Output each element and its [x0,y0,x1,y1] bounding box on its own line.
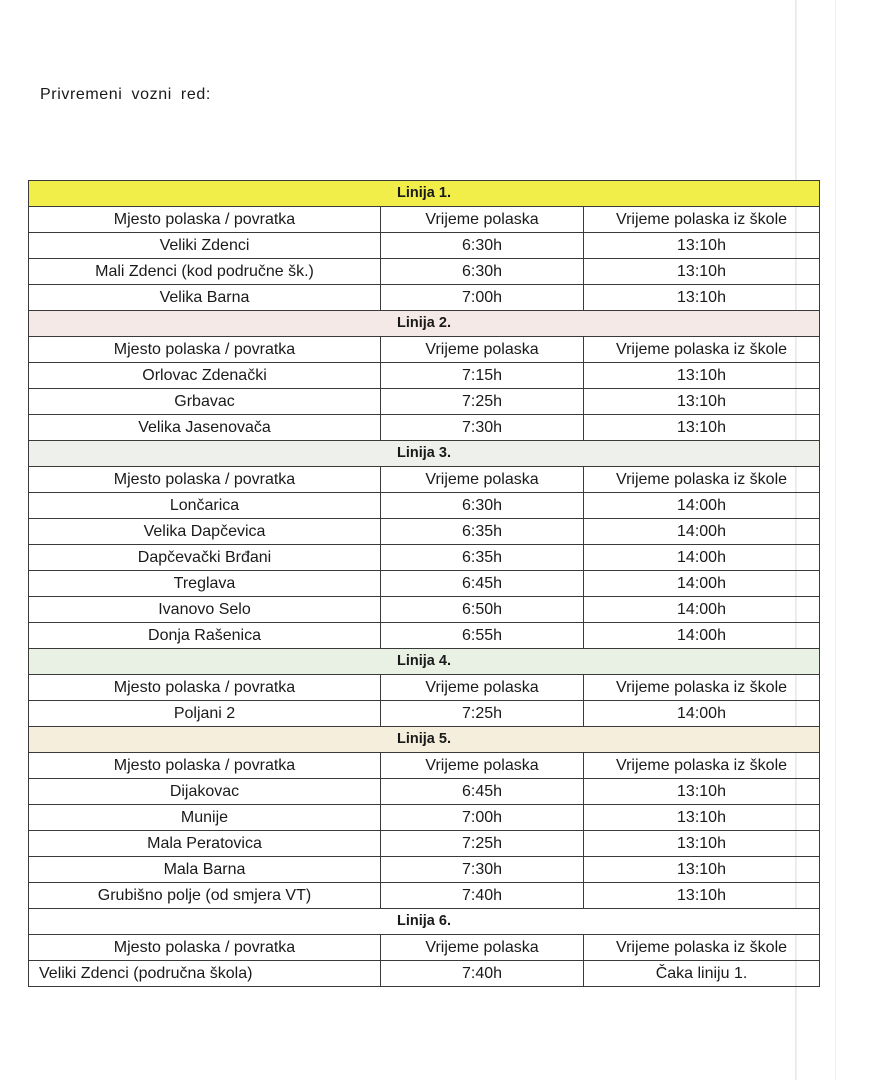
place-cell: Munije [29,805,381,831]
line-heading: Linija 6. [29,909,820,935]
line-heading: Linija 4. [29,649,820,675]
column-header: Mjesto polaska / povratka [29,207,381,233]
departure-cell: 6:45h [381,779,584,805]
column-header-row [29,675,820,701]
departure-cell: 6:45h [381,571,584,597]
line-heading: Linija 1. [29,181,820,207]
table-row [29,857,820,883]
return-cell: 13:10h [584,805,820,831]
return-cell: 13:10h [584,389,820,415]
place-cell: Grubišno polje (od smjera VT) [29,883,381,909]
schedule-body [29,181,820,987]
column-header: Vrijeme polaska [381,337,584,363]
table-row [29,571,820,597]
table-row [29,623,820,649]
table-row [29,701,820,727]
place-cell: Veliki Zdenci [29,233,381,259]
place-cell: Dijakovac [29,779,381,805]
table-row [29,961,820,987]
table-row [29,597,820,623]
table-row [29,545,820,571]
departure-cell: 7:30h [381,415,584,441]
return-cell: 14:00h [584,701,820,727]
return-cell: 14:00h [584,623,820,649]
line-heading-row [29,181,820,207]
table-row [29,389,820,415]
column-header: Vrijeme polaska [381,675,584,701]
return-cell: 13:10h [584,259,820,285]
return-cell: 13:10h [584,233,820,259]
table-row [29,805,820,831]
return-cell: Čaka liniju 1. [584,961,820,987]
return-cell: 13:10h [584,363,820,389]
departure-cell: 6:30h [381,233,584,259]
column-header: Vrijeme polaska iz škole [584,753,820,779]
departure-cell: 7:25h [381,701,584,727]
page-title: Privremeni vozni red: [40,86,211,103]
departure-cell: 7:40h [381,961,584,987]
return-cell: 13:10h [584,779,820,805]
table-row [29,363,820,389]
column-header: Vrijeme polaska [381,467,584,493]
place-cell: Dapčevački Brđani [29,545,381,571]
column-header: Vrijeme polaska iz škole [584,467,820,493]
departure-cell: 7:00h [381,285,584,311]
departure-cell: 7:40h [381,883,584,909]
return-cell: 13:10h [584,831,820,857]
place-cell: Orlovac Zdenački [29,363,381,389]
return-cell: 14:00h [584,519,820,545]
column-header: Mjesto polaska / povratka [29,337,381,363]
return-cell: 13:10h [584,415,820,441]
line-heading: Linija 5. [29,727,820,753]
column-header-row [29,207,820,233]
column-header: Vrijeme polaska iz škole [584,935,820,961]
table-row [29,415,820,441]
column-header: Vrijeme polaska iz škole [584,337,820,363]
table-row [29,259,820,285]
departure-cell: 7:15h [381,363,584,389]
return-cell: 14:00h [584,493,820,519]
column-header: Mjesto polaska / povratka [29,467,381,493]
line-heading: Linija 2. [29,311,820,337]
departure-cell: 7:25h [381,831,584,857]
line-heading-row [29,311,820,337]
departure-cell: 6:55h [381,623,584,649]
line-heading-row [29,727,820,753]
column-header: Mjesto polaska / povratka [29,935,381,961]
return-cell: 13:10h [584,883,820,909]
return-cell: 14:00h [584,571,820,597]
departure-cell: 6:35h [381,519,584,545]
departure-cell: 6:30h [381,493,584,519]
column-header-row [29,935,820,961]
place-cell: Lončarica [29,493,381,519]
place-cell: Mala Barna [29,857,381,883]
place-cell: Mala Peratovica [29,831,381,857]
place-cell: Velika Barna [29,285,381,311]
place-cell: Donja Rašenica [29,623,381,649]
place-cell: Ivanovo Selo [29,597,381,623]
table-row [29,493,820,519]
column-header: Vrijeme polaska [381,207,584,233]
departure-cell: 6:35h [381,545,584,571]
place-cell: Veliki Zdenci (područna škola) [29,961,381,987]
return-cell: 14:00h [584,597,820,623]
departure-cell: 7:00h [381,805,584,831]
table-row [29,883,820,909]
table-row [29,831,820,857]
line-heading-row [29,909,820,935]
departure-cell: 6:30h [381,259,584,285]
return-cell: 14:00h [584,545,820,571]
place-cell: Grbavac [29,389,381,415]
place-cell: Treglava [29,571,381,597]
line-heading-row [29,649,820,675]
table-row [29,519,820,545]
column-header: Vrijeme polaska iz škole [584,675,820,701]
table-row [29,233,820,259]
column-header: Mjesto polaska / povratka [29,675,381,701]
place-cell: Velika Dapčevica [29,519,381,545]
table-row [29,285,820,311]
departure-cell: 7:25h [381,389,584,415]
return-cell: 13:10h [584,285,820,311]
column-header-row [29,753,820,779]
place-cell: Velika Jasenovača [29,415,381,441]
line-heading-row [29,441,820,467]
return-cell: 13:10h [584,857,820,883]
departure-cell: 6:50h [381,597,584,623]
place-cell: Mali Zdenci (kod područne šk.) [29,259,381,285]
line-heading: Linija 3. [29,441,820,467]
table-row [29,779,820,805]
departure-cell: 7:30h [381,857,584,883]
page-edge-line [835,0,836,1080]
column-header: Vrijeme polaska [381,935,584,961]
column-header: Mjesto polaska / povratka [29,753,381,779]
column-header-row [29,467,820,493]
column-header-row [29,337,820,363]
place-cell: Poljani 2 [29,701,381,727]
column-header: Vrijeme polaska [381,753,584,779]
column-header: Vrijeme polaska iz škole [584,207,820,233]
schedule-table [28,180,820,987]
